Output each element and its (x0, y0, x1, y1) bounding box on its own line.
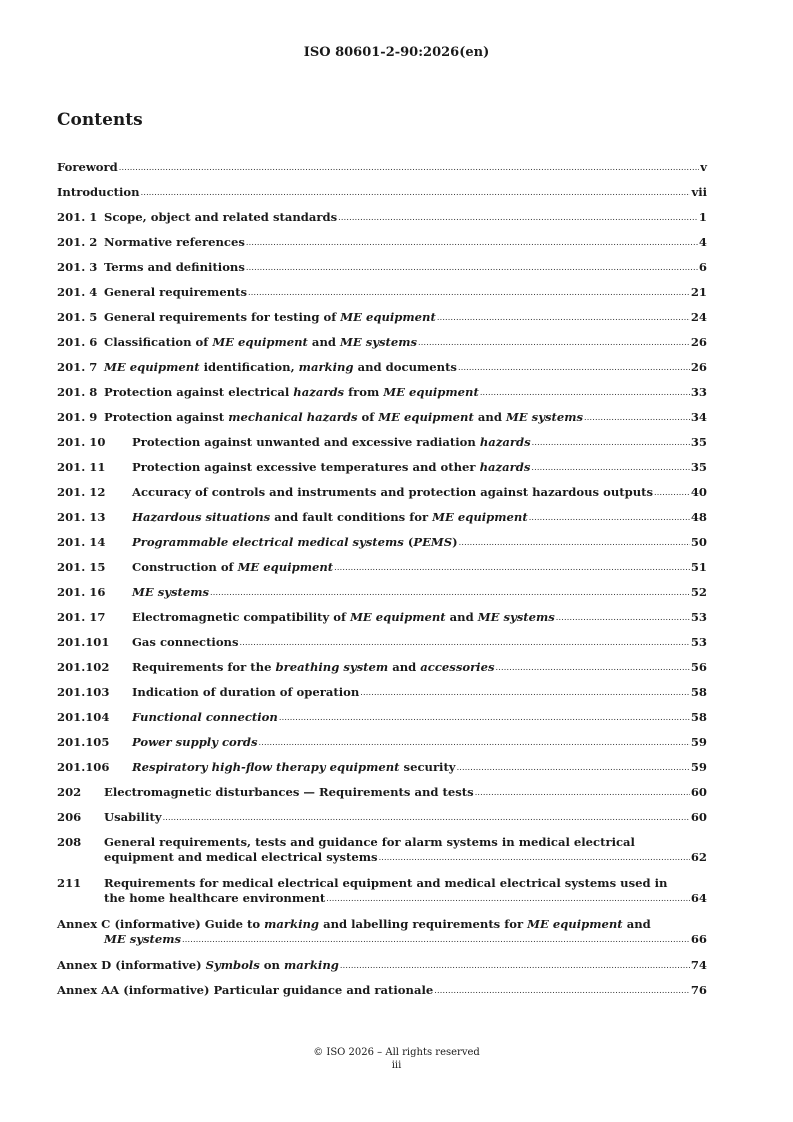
toc-entry-page: 59 (690, 760, 707, 774)
dot-leader (141, 189, 691, 197)
toc-entry-page: 62 (690, 850, 707, 864)
toc-entry[interactable] (57, 735, 707, 750)
dot-leader (259, 739, 690, 747)
dot-leader (182, 936, 690, 944)
toc-entry[interactable] (57, 635, 707, 650)
dot-leader (532, 439, 690, 447)
toc-entry-number: 201. 13 (57, 510, 106, 524)
toc-entry-title: Power supply cords (132, 735, 258, 749)
dot-leader (240, 639, 690, 647)
toc-entry-number: 201. 6 (57, 335, 98, 349)
contents-heading: Contents (57, 110, 143, 130)
toc-entry-title: ME equipment identification, marking and documents (104, 360, 457, 374)
toc-entry[interactable] (57, 460, 707, 475)
toc-entry-number: 201. 8 (57, 385, 98, 399)
toc-entry-title-line: Annex C (informative) Guide to marking and labelling requirements for ME equipment and (57, 917, 651, 931)
toc-entry-number: 201. 1 (57, 210, 98, 224)
toc-entry-title: Gas connections (132, 635, 239, 649)
toc-entry-number: 206 (57, 810, 82, 824)
toc-entry-number: 201. 7 (57, 360, 98, 374)
page-number: iii (391, 1060, 402, 1071)
toc-entry-page: 58 (690, 685, 707, 699)
dot-leader (119, 164, 700, 172)
toc-entry-page: 48 (690, 510, 707, 524)
toc-entry-page: 35 (690, 460, 707, 474)
toc-entry-title: the home healthcare environment (104, 891, 326, 905)
toc-entry-number: 201.105 (57, 735, 110, 749)
toc-entry-number: 201.106 (57, 760, 110, 774)
toc-entry-title-line: General requirements, tests and guidance for alarm systems in medical electrical (104, 835, 635, 849)
toc-entry-title: ME systems (104, 932, 182, 946)
dot-leader (475, 789, 690, 797)
toc-entry-title: Normative references (104, 235, 245, 249)
annex-entry[interactable] (57, 917, 707, 947)
toc-entry-title: Introduction (57, 185, 140, 199)
toc-entry-title: Annex D (informative) Symbols on marking (57, 958, 339, 972)
toc-entry[interactable] (57, 610, 707, 625)
toc-entry-title: Protection against mechanical hazards of ME equipment and ME systems (104, 410, 583, 424)
toc-entry-page: 21 (690, 285, 707, 299)
toc-entry-page: 60 (690, 785, 707, 799)
dot-leader (418, 339, 690, 347)
toc-entry-page: 56 (690, 660, 707, 674)
toc-entry-title: Functional connection (132, 710, 278, 724)
dot-leader (210, 589, 690, 597)
toc-entry-title: Hazardous situations and fault conditions for ME equipment (132, 510, 528, 524)
toc-entry-page: 59 (690, 735, 707, 749)
toc-entry-number: 201. 15 (57, 560, 106, 574)
toc-entry-page: 24 (690, 310, 707, 324)
page-footer (0, 1046, 793, 1072)
toc-entry-page: 58 (690, 710, 707, 724)
dot-leader (338, 214, 698, 222)
toc-entry-title: Foreword (57, 160, 118, 174)
toc-entry-title: Electromagnetic disturbances — Requirements and tests (104, 785, 474, 799)
toc-entry[interactable] (57, 710, 707, 725)
toc-entry-number: 208 (57, 835, 82, 849)
toc-entry-page: 66 (690, 932, 707, 946)
toc-entry-number: 201. 2 (57, 235, 98, 249)
toc-entry-number: 201. 17 (57, 610, 106, 624)
toc-entry-number: 201. 12 (57, 485, 106, 499)
toc-entry[interactable] (57, 185, 707, 200)
dot-leader (434, 987, 690, 995)
toc-entry[interactable] (57, 335, 707, 350)
toc-entry-number: 201. 5 (57, 310, 98, 324)
toc-entry-page: 51 (690, 560, 707, 574)
toc-entry[interactable] (57, 210, 707, 225)
toc-entry-page: 26 (690, 360, 707, 374)
toc-entry-title: Protection against unwanted and excessive radiation hazards (132, 435, 531, 449)
dot-leader (163, 814, 690, 822)
toc-entry-title: equipment and medical electrical systems (104, 850, 378, 864)
toc-entry[interactable] (57, 660, 707, 675)
toc-entry-page: 4 (698, 235, 707, 249)
dot-leader (379, 854, 690, 862)
dot-leader (334, 564, 690, 572)
toc-entry[interactable] (57, 160, 707, 175)
toc-entry-page: 35 (690, 435, 707, 449)
toc-entry-page: 76 (690, 983, 707, 997)
dot-leader (248, 289, 690, 297)
toc-entry-title: Programmable electrical medical systems (PEMS) (132, 535, 458, 549)
toc-entry-page: vii (691, 185, 707, 199)
toc-entry-title: Annex AA (informative) Particular guidance and rationale (57, 983, 434, 997)
toc-entry-title: Classification of ME equipment and ME systems (104, 335, 418, 349)
annex-entry[interactable] (57, 958, 707, 973)
toc-entry-number: 201. 4 (57, 285, 98, 299)
dot-leader (457, 764, 690, 772)
toc-entry[interactable] (57, 685, 707, 700)
toc-entry-title: Construction of ME equipment (132, 560, 334, 574)
toc-entry-number: 201. 14 (57, 535, 106, 549)
toc-entry-title: Terms and definitions (104, 260, 245, 274)
toc-entry[interactable] (57, 785, 707, 800)
table-of-contents (57, 160, 707, 1008)
toc-entry-title: Indication of duration of operation (132, 685, 360, 699)
toc-entry[interactable] (57, 435, 707, 450)
toc-entry-page: 6 (698, 260, 707, 274)
toc-entry[interactable] (57, 410, 707, 425)
toc-entry-page: 50 (690, 535, 707, 549)
toc-entry-number: 201. 16 (57, 585, 106, 599)
toc-entry[interactable] (57, 360, 707, 375)
copyright-notice: © ISO 2026 – All rights reserved (313, 1047, 480, 1058)
toc-entry[interactable] (57, 535, 707, 550)
toc-entry-title: Respiratory high-flow therapy equipment security (132, 760, 456, 774)
toc-entry-number: 201.104 (57, 710, 110, 724)
toc-entry[interactable] (57, 285, 707, 300)
toc-entry-number: 202 (57, 785, 82, 799)
toc-entry-page: 53 (690, 635, 707, 649)
toc-entry-number: 201. 11 (57, 460, 106, 474)
toc-entry-title: Accuracy of controls and instruments and protection against hazardous outputs (132, 485, 654, 499)
dot-leader (437, 314, 690, 322)
dot-leader (246, 239, 698, 247)
toc-entry[interactable] (57, 876, 707, 906)
toc-entry-page: 52 (690, 585, 707, 599)
toc-entry[interactable] (57, 810, 707, 825)
toc-entry-title: Usability (104, 810, 162, 824)
dot-leader (529, 514, 690, 522)
toc-entry[interactable] (57, 310, 707, 325)
toc-entry-title-line: Requirements for medical electrical equipment and medical electrical systems used in (104, 876, 668, 890)
document-header: ISO 80601-2-90:2026(en) (303, 45, 490, 60)
toc-entry-number: 201. 10 (57, 435, 106, 449)
toc-entry-page: 40 (690, 485, 707, 499)
toc-entry[interactable] (57, 510, 707, 525)
toc-entry-number: 211 (57, 876, 82, 890)
toc-entry[interactable] (57, 485, 707, 500)
toc-entry-title: Scope, object and related standards (104, 210, 338, 224)
toc-entry-title: Protection against electrical hazards from ME equipment (104, 385, 479, 399)
dot-leader (458, 364, 690, 372)
toc-entry-title: Requirements for the breathing system and accessories (132, 660, 495, 674)
toc-entry[interactable] (57, 835, 707, 865)
dot-leader (584, 414, 690, 422)
dot-leader (496, 664, 690, 672)
dot-leader (340, 962, 690, 970)
dot-leader (279, 714, 690, 722)
toc-entry-title: Protection against excessive temperatures and other hazards (132, 460, 531, 474)
toc-entry-page: v (700, 160, 707, 174)
toc-entry-page: 64 (690, 891, 707, 905)
toc-entry-number: 201. 9 (57, 410, 98, 424)
toc-entry-title: Electromagnetic compatibility of ME equipment and ME systems (132, 610, 555, 624)
toc-entry-number: 201. 3 (57, 260, 98, 274)
dot-leader (654, 489, 690, 497)
toc-entry-page: 26 (690, 335, 707, 349)
toc-entry-page: 33 (690, 385, 707, 399)
toc-entry-title: General requirements (104, 285, 248, 299)
annex-entry[interactable] (57, 983, 707, 998)
dot-leader (556, 614, 690, 622)
toc-entry[interactable] (57, 760, 707, 775)
toc-entry[interactable] (57, 585, 707, 600)
toc-entry[interactable] (57, 385, 707, 400)
toc-entry[interactable] (57, 235, 707, 250)
toc-entry-page: 74 (690, 958, 707, 972)
dot-leader (531, 464, 689, 472)
toc-entry-number: 201.103 (57, 685, 110, 699)
toc-entry[interactable] (57, 560, 707, 575)
toc-entry-title: ME systems (132, 585, 210, 599)
toc-entry-number: 201.102 (57, 660, 110, 674)
toc-entry-page: 34 (690, 410, 707, 424)
toc-entry[interactable] (57, 260, 707, 275)
toc-entry-title: General requirements for testing of ME equipment (104, 310, 436, 324)
dot-leader (459, 539, 690, 547)
dot-leader (360, 689, 690, 697)
toc-entry-number: 201.101 (57, 635, 110, 649)
dot-leader (480, 389, 690, 397)
dot-leader (326, 895, 690, 903)
toc-entry-page: 1 (698, 210, 707, 224)
dot-leader (246, 264, 698, 272)
toc-entry-page: 53 (690, 610, 707, 624)
toc-entry-page: 60 (690, 810, 707, 824)
